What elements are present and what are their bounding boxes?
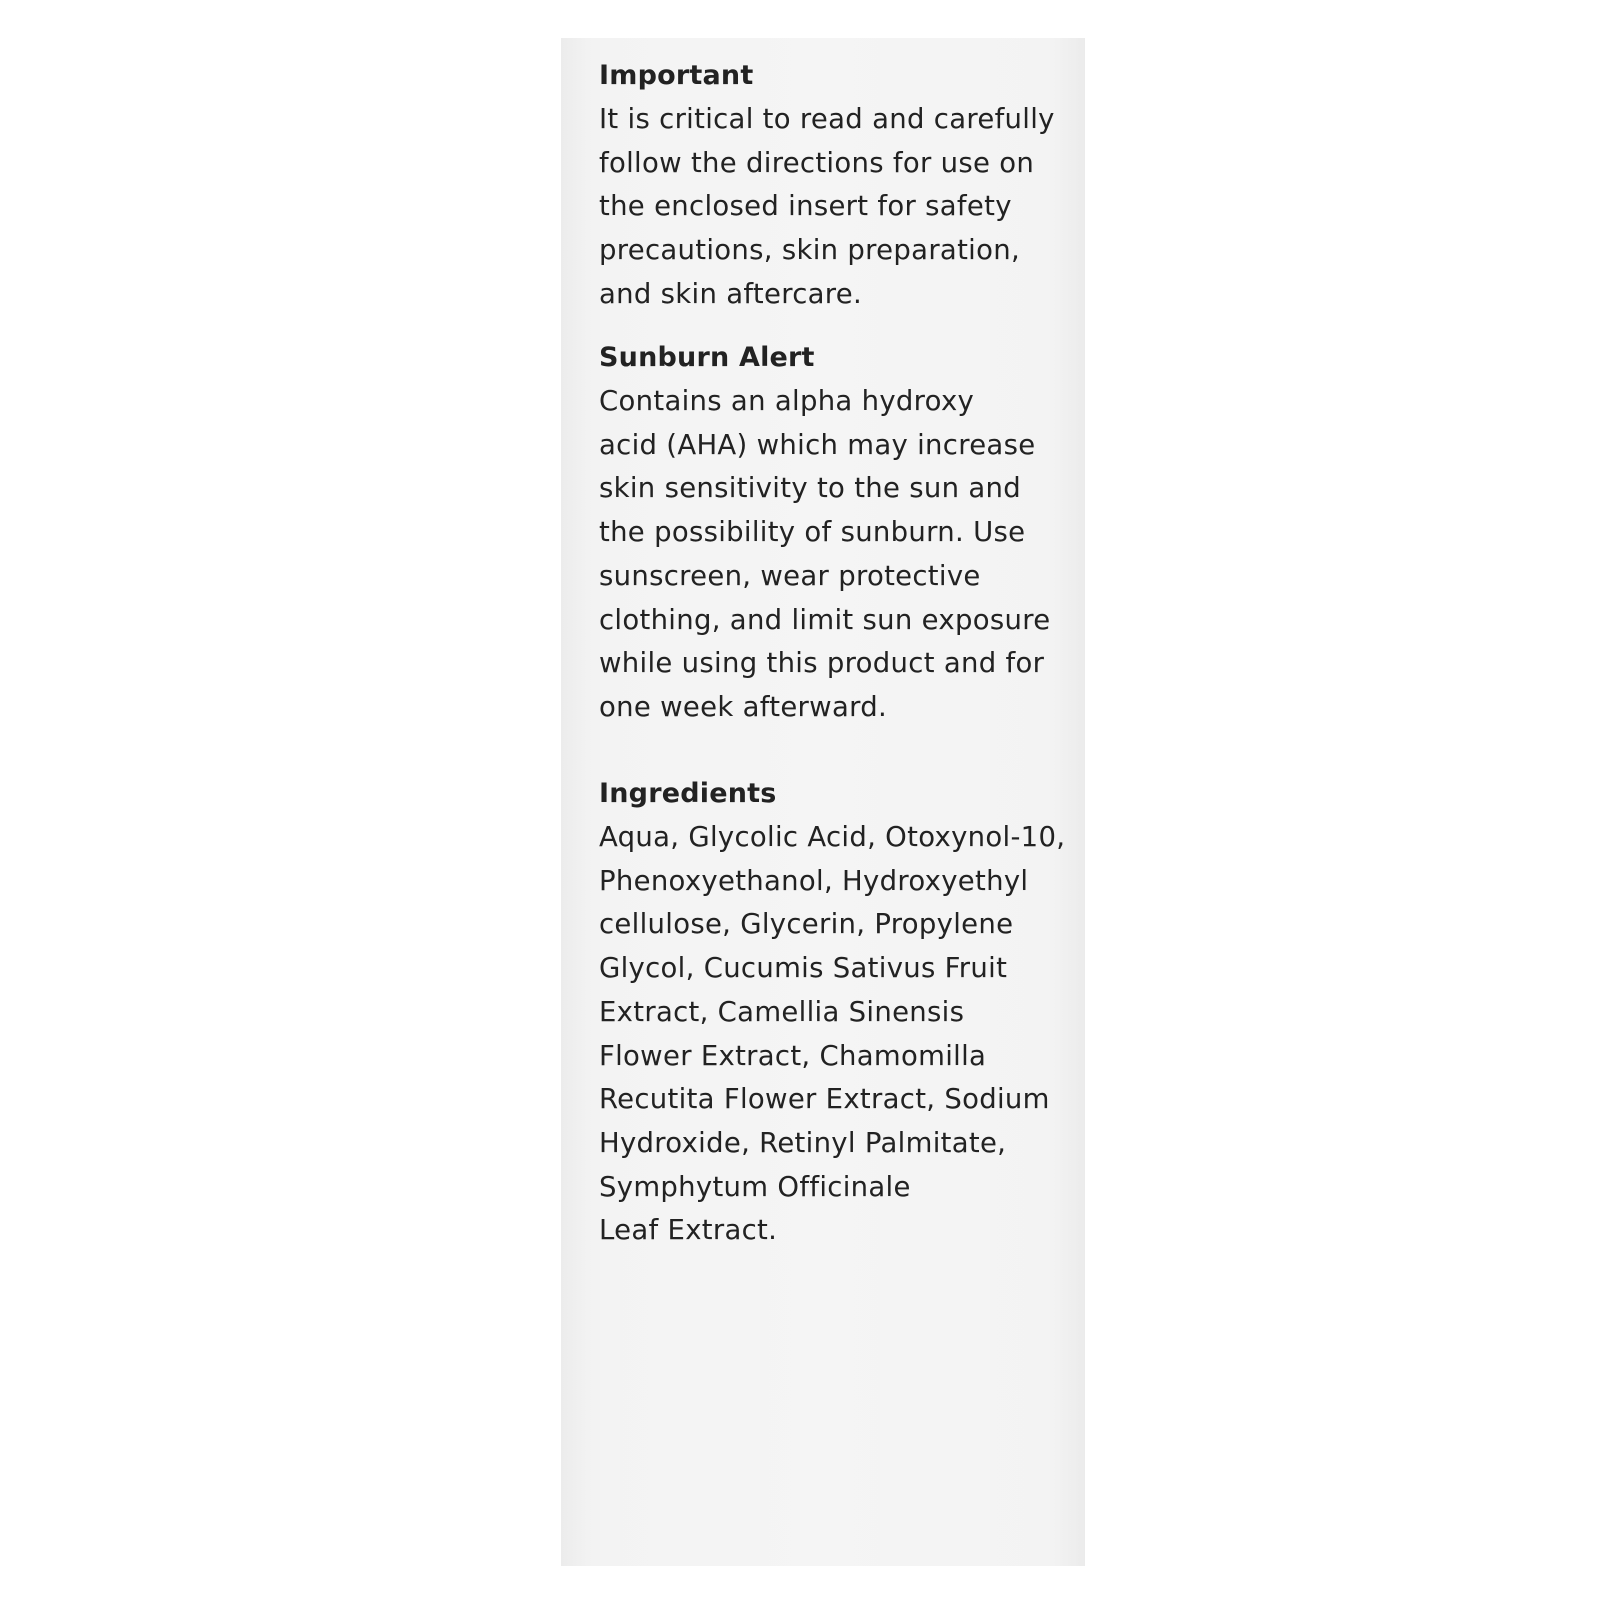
important-section — [599, 54, 1079, 317]
ingredients-text-line: Phenoxyethanol, Hydroxyethyl — [599, 864, 1029, 897]
sunburn-alert-text-line: sunscreen, wear protective — [599, 559, 981, 592]
ingredients-text-line: Hydroxide, Retinyl Palmitate, — [599, 1126, 1007, 1159]
sunburn-alert-text-line: clothing, and limit sun exposure — [599, 603, 1051, 636]
sunburn-alert-text-line: Contains an alpha hydroxy — [599, 385, 975, 417]
product-label-panel — [561, 38, 1085, 1566]
ingredients-text-line: Flower Extract, Chamomilla — [599, 1039, 987, 1072]
important-text-line: follow the directions for use on — [599, 146, 1035, 179]
ingredients-text-line: Leaf Extract. — [599, 1214, 778, 1247]
sunburn-alert-text-line: one week afterward. — [599, 690, 888, 723]
ingredients-heading: Ingredients — [599, 778, 777, 809]
sunburn-alert-text-line: skin sensitivity to the sun and — [599, 472, 1022, 505]
ingredients-text-line: cellulose, Glycerin, Propylene — [599, 908, 1014, 941]
important-text-line: the enclosed insert for safety — [599, 190, 1012, 223]
important-text-line: It is critical to read and carefully — [599, 103, 1055, 135]
sunburn-alert-section — [599, 336, 1079, 730]
ingredients-text-line: Symphytum Officinale — [599, 1170, 911, 1203]
ingredients-text-line: Glycol, Cucumis Sativus Fruit — [599, 952, 1008, 985]
ingredients-text-line: Extract, Camellia Sinensis — [599, 995, 965, 1028]
sunburn-alert-text-line: the possibility of sunburn. Use — [599, 516, 1026, 549]
sunburn-alert-text-line: acid (AHA) which may increase — [599, 428, 1036, 461]
ingredients-section — [599, 772, 1079, 1253]
ingredients-text-line: Aqua, Glycolic Acid, Otoxynol-10, — [599, 821, 1066, 853]
ingredients-text-line: Recutita Flower Extract, Sodium — [599, 1083, 1050, 1116]
sunburn-alert-heading: Sunburn Alert — [599, 342, 815, 373]
important-text-line: and skin aftercare. — [599, 277, 863, 310]
important-heading: Important — [599, 60, 754, 91]
sunburn-alert-text-line: while using this product and for — [599, 647, 1045, 680]
important-text-line: precautions, skin preparation, — [599, 234, 1020, 267]
